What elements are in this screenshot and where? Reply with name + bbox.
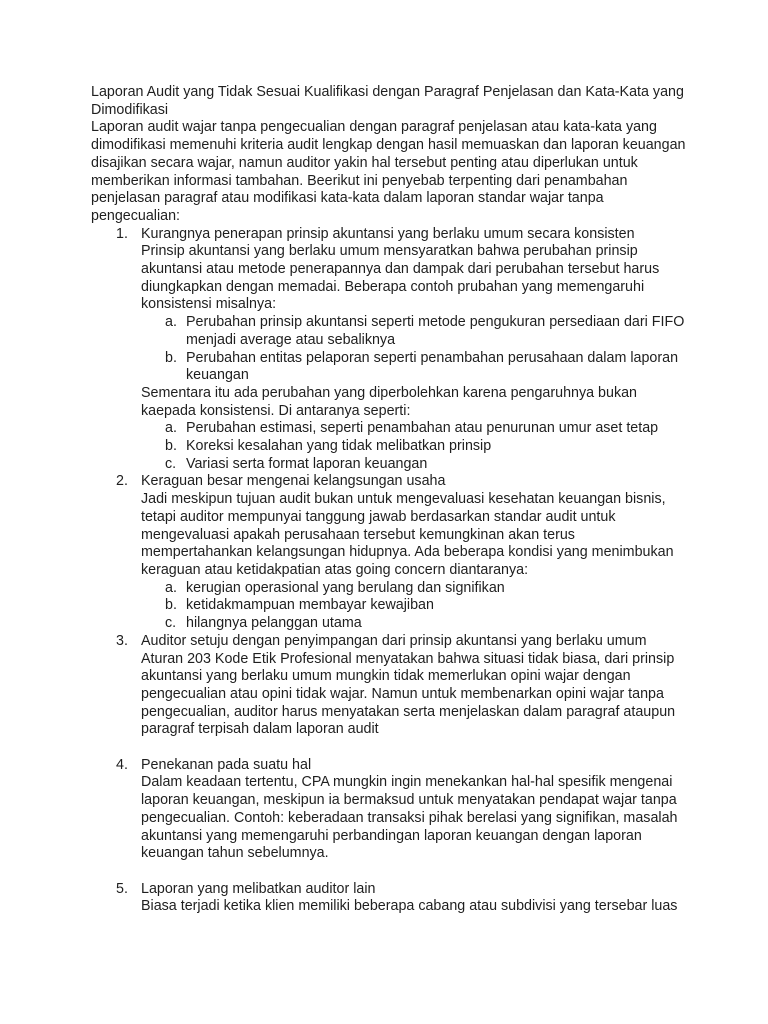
sub-list <box>141 314 688 385</box>
item-heading: Auditor setuju dengan penyimpangan dari prinsip akuntansi yang berlaku umum <box>141 632 647 649</box>
sub-list <box>141 420 688 473</box>
sub-letter: a. <box>165 314 177 331</box>
sub-text: Koreksi kesalahan yang tidak melibatkan prinsip <box>186 438 492 455</box>
item-heading: Penekanan pada suatu hal <box>141 756 312 773</box>
intro-paragraph: Laporan audit wajar tanpa pengecualian dengan paragraf penjelasan atau kata-kata yang dimodifikasi memenuhi kriteria audit lengkap dengan hasil memuaskan dan laporan keuangan disajikan secara wajar, namun auditor yakin hal tersebut penting atau diperlukan untuk memberikan informasi tambahan. Beerikut ini penyebab terpenting dari penambahan penjelasan paragraf atau modifikasi kata-kata dalam laporan standar wajar tanpa pengecualian: <box>91 119 686 224</box>
item-body: Biasa terjadi ketika klien memiliki beberapa cabang atau subdivisi yang tersebar luas <box>141 898 678 915</box>
document-title: Laporan Audit yang Tidak Sesuai Kualifikasi dengan Paragraf Penjelasan dan Kata-Kata yang Dimodifikasi <box>91 84 684 118</box>
sub-letter: a. <box>165 579 177 596</box>
sub-letter: c. <box>165 615 177 632</box>
list-item <box>91 473 688 632</box>
list-item <box>91 757 688 863</box>
item-heading: Kurangnya penerapan prinsip akuntansi yang berlaku umum secara konsisten <box>141 225 635 242</box>
list-number: 5. <box>116 880 128 897</box>
sub-list-item <box>141 350 688 385</box>
item-body: Dalam keadaan tertentu, CPA mungkin ingin menekankan hal-hal spesifik mengenai laporan keuangan, meskipun ia bermaksud untuk menyatakan pendapat wajar tanpa pengecualian. Contoh: keberadaan transaksi pihak berelasi yang signifikan, masalah akuntansi yang memengaruhi perbandingan laporan keuangan dengan laporan keuangan tahun sebelumnya. <box>141 774 678 862</box>
sub-letter: b. <box>165 438 177 455</box>
item-body: Aturan 203 Kode Etik Profesional menyatakan bahwa situasi tidak biasa, dari prinsip akuntansi yang berlaku umum mungkin tidak memerlukan opini wajar dengan pengecualian atau opini tidak wajar. Namun untuk membenarkan opini wajar tanpa pengecualian, auditor harus menyatakan serta menjelaskan dalam paragraf ataupun paragraf terpisah dalam laporan audit <box>141 650 676 738</box>
sub-letter: a. <box>165 420 177 437</box>
list-item <box>91 881 688 916</box>
item-heading: Keraguan besar mengenai kelangsungan usaha <box>141 473 446 490</box>
sub-list-item <box>141 580 688 598</box>
sub-text: hilangnya pelanggan utama <box>186 615 362 632</box>
sub-text: Perubahan prinsip akuntansi seperti metode pengukuran persediaan dari FIFO menjadi average atau sebaliknya <box>186 314 685 348</box>
item-heading: Laporan yang melibatkan auditor lain <box>141 880 376 897</box>
list-number: 4. <box>116 756 128 773</box>
item-body: Sementara itu ada perubahan yang diperbolehkan karena pengaruhnya bukan kaepada konsistensi. Di antaranya seperti: <box>141 384 638 419</box>
sub-text: Variasi serta format laporan keuangan <box>186 455 428 472</box>
list-number: 3. <box>116 632 128 649</box>
sub-list-item <box>141 420 688 438</box>
sub-text: Perubahan entitas pelaporan seperti penambahan perusahaan dalam laporan keuangan <box>186 349 679 384</box>
list-number: 1. <box>116 225 128 242</box>
list-number: 2. <box>116 473 128 490</box>
sub-text: Perubahan estimasi, seperti penambahan atau penurunan umur aset tetap <box>186 420 659 437</box>
sub-list-item <box>141 597 688 615</box>
sub-list-item <box>141 438 688 456</box>
main-list <box>91 226 688 916</box>
sub-letter: b. <box>165 349 177 366</box>
item-body: Prinsip akuntansi yang berlaku umum mensyaratkan bahwa perubahan prinsip akuntansi atau metode penerapannya dan dampak dari perubahan tersebut harus diungkapkan dengan memadai. Beberapa contoh prubahan yang memengaruhi konsistensi misalnya: <box>141 243 660 313</box>
sub-letter: c. <box>165 455 177 472</box>
sub-text: ketidakmampuan membayar kewajiban <box>186 597 434 614</box>
item-body: Jadi meskipun tujuan audit bukan untuk mengevaluasi kesehatan keuangan bisnis, tetapi auditor mempunyai tanggung jawab berdasarkan standar audit untuk mengevaluasi apakah perusahaan tersebut kemungkinan akan terus mempertahankan kelangsungan hidupnya. Ada beberapa kondisi yang menimbukan keraguan atau ketidakpatian atas going concern diantaranya: <box>141 491 674 578</box>
sub-list-item <box>141 615 688 633</box>
sub-text: kerugian operasional yang berulang dan signifikan <box>186 579 505 596</box>
list-item <box>91 633 688 739</box>
sub-list <box>141 580 688 633</box>
sub-list-item <box>141 456 688 474</box>
sub-letter: b. <box>165 597 177 614</box>
list-item <box>91 226 688 474</box>
sub-list-item <box>141 314 688 349</box>
